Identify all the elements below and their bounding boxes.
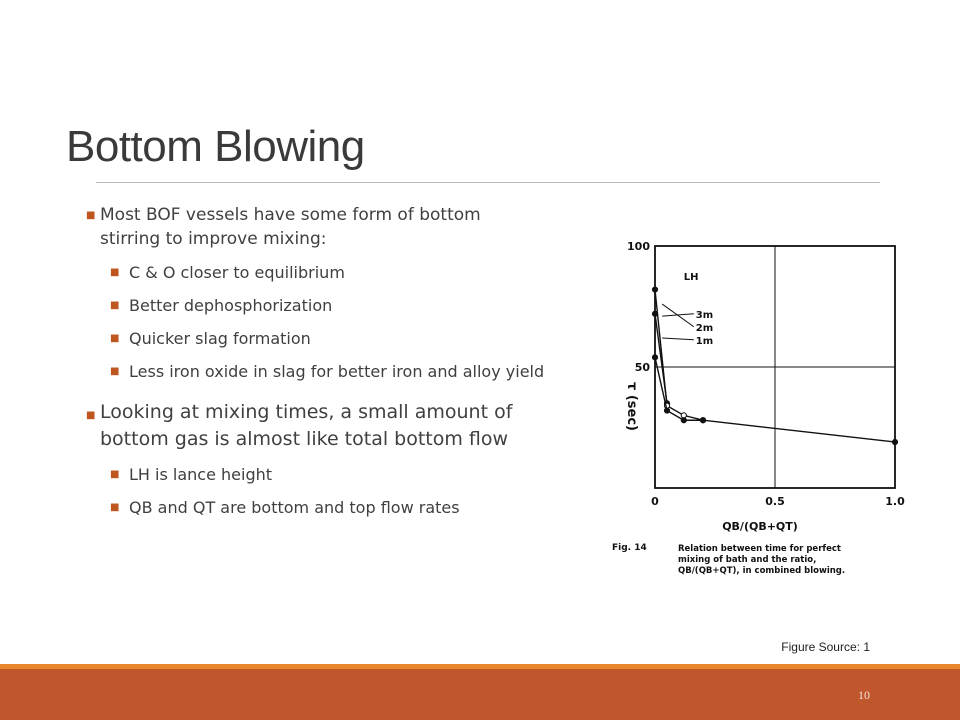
bullet-square-icon: ■ bbox=[110, 502, 120, 513]
subbullet bbox=[86, 261, 546, 284]
legend-entry-1m: 1m bbox=[695, 335, 714, 347]
subbullet-text: Better dephosphorization bbox=[129, 296, 333, 315]
x-axis-label: QB/(QB+QT) bbox=[722, 520, 798, 533]
chart-legend bbox=[662, 272, 713, 347]
bullet-square-icon: ■ bbox=[86, 210, 96, 221]
mixing-time-chart bbox=[610, 232, 910, 592]
title-divider bbox=[96, 182, 880, 183]
slide-content bbox=[86, 203, 546, 529]
data-point bbox=[892, 439, 897, 444]
y-axis-label: τ (sec) bbox=[624, 382, 639, 431]
bullet-square-icon: ■ bbox=[110, 333, 120, 344]
bullet-square-icon: ■ bbox=[110, 300, 120, 311]
subbullet-text: C & O closer to equilibrium bbox=[129, 263, 345, 282]
subbullet bbox=[86, 360, 546, 383]
bullet-2-text: Looking at mixing times, a small amount of bottom gas is almost like total bottom flow bbox=[100, 401, 513, 450]
bullet-1-text: Most BOF vessels have some form of bottom stirring to improve mixing: bbox=[100, 205, 481, 249]
bullet-1 bbox=[86, 203, 546, 251]
figure-caption-line: Relation between time for perfect bbox=[678, 544, 841, 554]
bullet-square-icon: ■ bbox=[110, 469, 120, 480]
subbullet-text: QB and QT are bottom and top flow rates bbox=[129, 498, 460, 517]
subbullet-text: Less iron oxide in slag for better iron and alloy yield bbox=[129, 362, 545, 381]
legend-title: LH bbox=[683, 271, 699, 283]
subbullet-text: LH is lance height bbox=[129, 465, 273, 484]
figure-caption-line: mixing of bath and the ratio, bbox=[678, 555, 817, 565]
data-point bbox=[652, 355, 657, 360]
slide-title: Bottom Blowing bbox=[66, 122, 365, 171]
legend-leader-line bbox=[662, 338, 694, 340]
bullet-2 bbox=[86, 399, 546, 453]
figure-caption-label: Fig. 14 bbox=[612, 543, 647, 553]
y-tick-label: 50 bbox=[634, 361, 650, 374]
y-tick-label: 100 bbox=[627, 240, 650, 253]
figure-caption-line: QB/(QB+QT), in combined blowing. bbox=[678, 566, 846, 576]
x-tick-label: 0.5 bbox=[765, 495, 785, 508]
data-point bbox=[700, 418, 705, 423]
figure-source: Figure Source: 1 bbox=[781, 640, 870, 654]
legend-entry-2m: 2m bbox=[695, 322, 714, 334]
legend-entry-3m: 3m bbox=[695, 309, 714, 321]
subbullet bbox=[86, 294, 546, 317]
bullet-square-icon: ■ bbox=[110, 267, 120, 278]
bullet-square-icon: ■ bbox=[110, 366, 120, 377]
subbullet-text: Quicker slag formation bbox=[129, 329, 311, 348]
x-tick-label: 0 bbox=[651, 495, 659, 508]
footer-bar bbox=[0, 669, 960, 720]
subbullet bbox=[86, 496, 546, 519]
subbullet bbox=[86, 327, 546, 350]
x-tick-label: 1.0 bbox=[885, 495, 905, 508]
chart-ticks bbox=[627, 240, 905, 508]
data-point bbox=[681, 418, 686, 423]
data-point bbox=[652, 287, 657, 292]
data-point bbox=[664, 408, 669, 413]
page-number: 10 bbox=[858, 688, 870, 702]
bullet-square-icon: ■ bbox=[86, 410, 96, 421]
subbullet bbox=[86, 463, 546, 486]
